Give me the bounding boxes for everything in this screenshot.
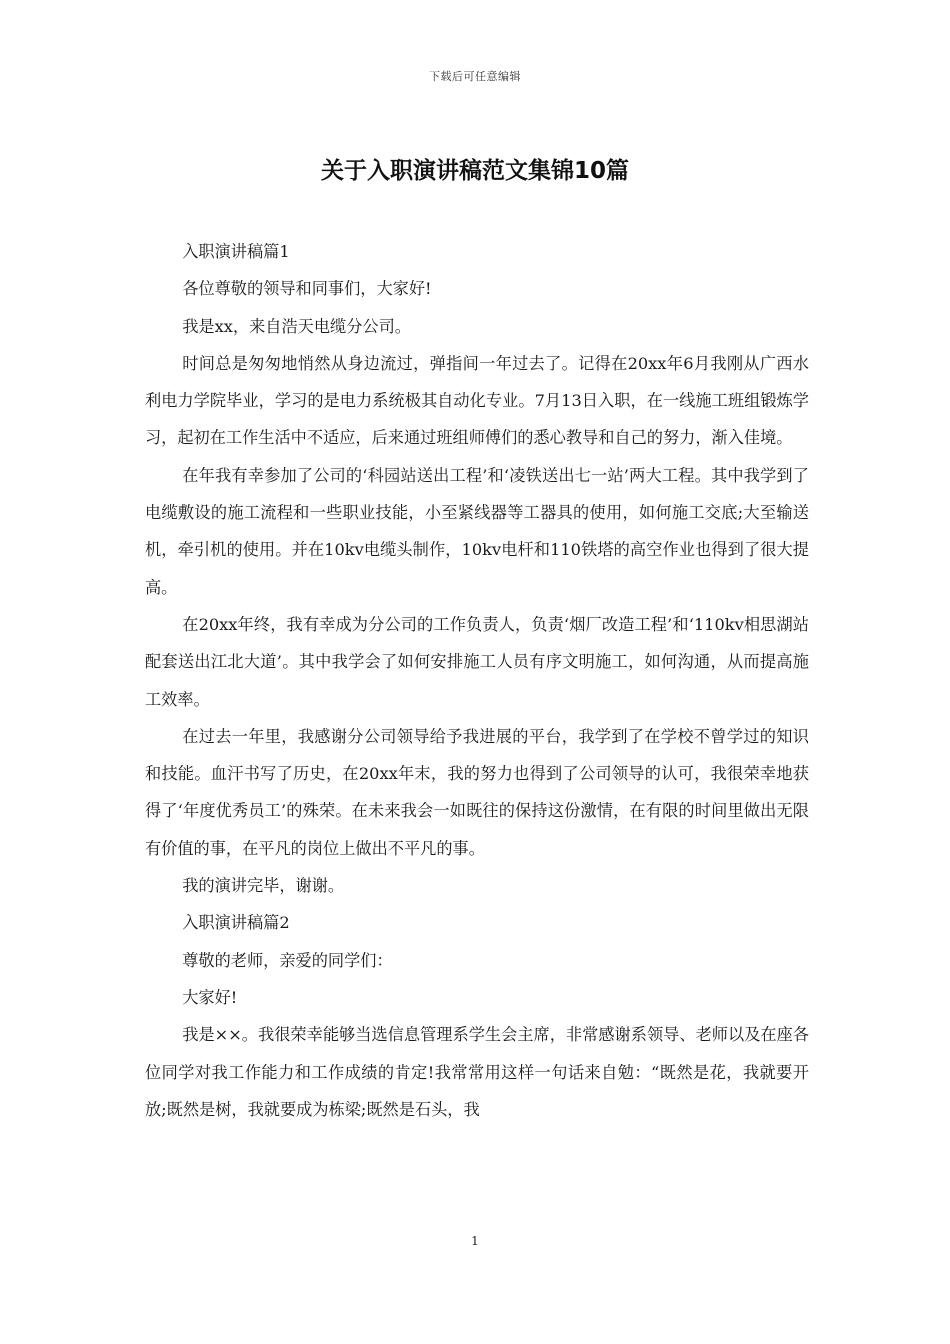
body-paragraph: 我是××。我很荣幸能够当选信息管理系学生会主席，非常感谢系领导、老师以及在座各位同学对我工作能力和工作成绩的肯定!我常常用这样一句话来自勉：“既然是花，我就要开放;既然是树，我就要成为栋梁;既然是石头，我: [145, 1025, 809, 1119]
body-paragraph: 在20xx年终，我有幸成为分公司的工作负责人，负责‘烟厂改造工程’和‘110kv相思湖站配套送出江北大道’。其中我学会了如何安排施工人员有序文明施工，如何沟通，从而提高施工效率。: [145, 614, 809, 709]
download-note: 下载后可任意编辑: [429, 70, 521, 83]
greeting-paragraph: 大家好!: [182, 987, 238, 1007]
section-heading-1: 入职演讲稿篇1: [182, 242, 290, 261]
document-body: [145, 233, 809, 1128]
body-paragraph: 在年我有幸参加了公司的‘科园站送出工程’和‘凌铁送出七一站’两大工程。其中我学到了电缆敷设的施工流程和一些职业技能，小至紧线器等工器具的使用，如何施工交底;大至输送机，牵引机的使用。并在10kv电缆头制作，10kv电杆和110铁塔的高空作业也得到了很大提高。: [145, 465, 809, 597]
closing-paragraph: 我的演讲完毕，谢谢。: [182, 876, 345, 896]
document-title: 关于入职演讲稿范文集锦10篇: [320, 158, 629, 184]
section-heading-2: 入职演讲稿篇2: [182, 913, 290, 933]
salutation-paragraph: 尊敬的老师，亲爱的同学们：: [182, 950, 393, 970]
intro-paragraph: 我是xx，来自浩天电缆分公司。: [182, 316, 411, 336]
body-paragraph: 在过去一年里，我感谢分公司领导给予我进展的平台，我学到了在学校不曾学过的知识和技能。血汗书写了历史，在20xx年末，我的努力也得到了公司领导的认可，我很荣幸地获得了‘年度优秀员工’的殊荣。在未来我会一如既往的保持这份激情，在有限的时间里做出无限有价值的事，在平凡的岗位上做出不平凡的事。: [145, 726, 809, 858]
page-number: 1: [471, 1234, 479, 1248]
greeting-paragraph: 各位尊敬的领导和同事们，大家好!: [182, 279, 432, 299]
body-paragraph: 时间总是匆匆地悄然从身边流过，弹指间一年过去了。记得在20xx年6月我刚从广西水利电力学院毕业，学习的是电力系统极其自动化专业。7月13日入职，在一线施工班组锻炼学习，起初在工作生活中不适应，后来通过班组师傅们的悉心教导和自己的努力，渐入佳境。: [145, 353, 809, 448]
